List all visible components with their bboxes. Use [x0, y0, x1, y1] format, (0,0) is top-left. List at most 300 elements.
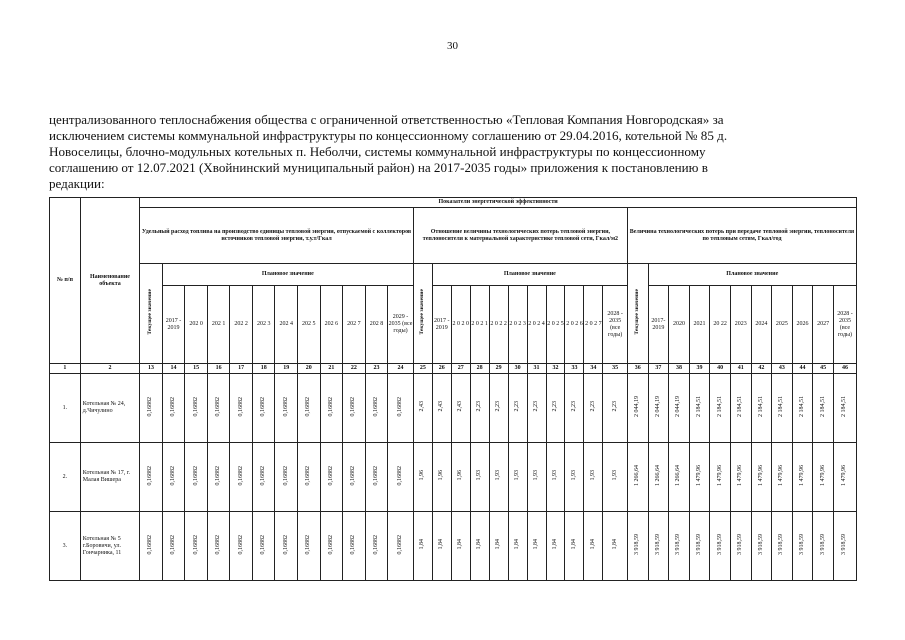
table-cell-value [252, 374, 275, 443]
header-year: 2028 - 2035 (все годы) [603, 286, 628, 364]
table-cell-value [833, 374, 856, 443]
header-year: 2017 - 2019 [432, 286, 451, 364]
column-number: 37 [648, 364, 669, 374]
table-cell-value [343, 443, 366, 512]
cell-value: 1 479,96 [757, 465, 764, 486]
column-number: 24 [388, 364, 414, 374]
header-year: 2026 [792, 286, 813, 364]
cell-value: 0,16882 [237, 534, 244, 555]
table-cell-value [162, 512, 185, 581]
header-year: 2 0 2 3 [508, 286, 527, 364]
cell-value: 1,84 [570, 539, 577, 550]
cell-value: 1,96 [457, 470, 464, 481]
cell-value: 2 184,51 [757, 396, 764, 417]
column-number: 23 [365, 364, 388, 374]
cell-value: 2,23 [514, 401, 521, 412]
table-cell-value [320, 512, 343, 581]
cell-value: 1,84 [589, 539, 596, 550]
table-cell-value [584, 512, 603, 581]
table-cell-value [565, 443, 584, 512]
cell-value: 0,16882 [305, 465, 312, 486]
cell-value: 3 918,59 [757, 534, 764, 555]
header-year: 202 7 [343, 286, 366, 364]
cell-value: 0,16882 [397, 396, 404, 417]
table-cell-value [230, 512, 253, 581]
header-year: 2 0 2 7 [584, 286, 603, 364]
table-cell-value [689, 443, 710, 512]
table-cell-value [546, 443, 565, 512]
current-value-label: Текущее значение [147, 289, 154, 335]
cell-value: 3 918,59 [654, 534, 661, 555]
header-planned-value: Плановое значение [648, 264, 856, 286]
table-cell-value [185, 443, 208, 512]
column-number: 17 [230, 364, 253, 374]
table-cell-value [162, 374, 185, 443]
cell-value: 0,16882 [305, 534, 312, 555]
cell-value: 1 266,64 [675, 465, 682, 486]
table-cell-value [584, 374, 603, 443]
table-cell-value [710, 512, 731, 581]
table-cell-value [648, 512, 669, 581]
column-number: 36 [627, 364, 648, 374]
cell-value: 0,16882 [170, 534, 177, 555]
table-cell-value [833, 443, 856, 512]
cell-value: 1,93 [611, 470, 618, 481]
cell-value: 0,16882 [192, 396, 199, 417]
row-number: 1. [50, 374, 81, 443]
cell-value: 1 479,96 [716, 465, 723, 486]
table-cell-value [813, 512, 834, 581]
cell-value: 2,43 [438, 401, 445, 412]
column-number: 45 [813, 364, 834, 374]
cell-value: 0,16882 [237, 465, 244, 486]
table-cell-value [388, 512, 414, 581]
current-value-label: Текущее значение [419, 289, 426, 335]
table-cell-value [792, 374, 813, 443]
column-number: 38 [669, 364, 690, 374]
table-cell-value [772, 512, 793, 581]
table-cell-value [230, 374, 253, 443]
current-value-label: Текущее значение [634, 289, 641, 335]
table-cell-value [140, 443, 163, 512]
table-cell-value [527, 374, 546, 443]
table-cell-value [140, 374, 163, 443]
cell-value: 2 184,51 [778, 396, 785, 417]
object-name: Котельная № 5 г.Боровичи, ул. Гончарника, 11 [80, 512, 139, 581]
table-row [50, 374, 857, 443]
header-year: 20 22 [710, 286, 731, 364]
table-cell-value [772, 374, 793, 443]
cell-value: 1,93 [495, 470, 502, 481]
cell-value: 0,16882 [260, 465, 267, 486]
header-year: 2 0 2 1 [470, 286, 489, 364]
column-number: 41 [730, 364, 751, 374]
table-cell-value [470, 443, 489, 512]
table-cell-value [162, 443, 185, 512]
column-number: 40 [710, 364, 731, 374]
table-cell-value [772, 443, 793, 512]
table-cell-value [343, 374, 366, 443]
table-cell-value [413, 443, 432, 512]
cell-value: 2 184,51 [737, 396, 744, 417]
cell-value: 0,16882 [327, 396, 334, 417]
cell-value: 3 918,59 [799, 534, 806, 555]
row-number: 2. [50, 443, 81, 512]
cell-value: 1,84 [514, 539, 521, 550]
table-cell-value [603, 443, 628, 512]
cell-value: 2 044,19 [654, 396, 661, 417]
cell-value: 2,23 [533, 401, 540, 412]
table-cell-value [298, 512, 321, 581]
table-cell-value [584, 443, 603, 512]
cell-value: 0,16882 [327, 465, 334, 486]
header-year: 202 4 [275, 286, 298, 364]
header-year: 2027 [813, 286, 834, 364]
cell-value: 1 479,96 [696, 465, 703, 486]
cell-value: 3 918,59 [716, 534, 723, 555]
header-year: 2017-2019 [648, 286, 669, 364]
column-number: 1 [50, 364, 81, 374]
table-cell-value [432, 374, 451, 443]
intro-line: Новоселицы, блочно-модульных котельных п. Неболчи, системы коммунальной инфраструктуры по концессионному [49, 144, 706, 159]
cell-value: 0,16882 [215, 534, 222, 555]
intro-paragraph [49, 112, 857, 192]
table-cell-value [451, 374, 470, 443]
table-cell-value [565, 512, 584, 581]
cell-value: 2 184,51 [716, 396, 723, 417]
table-cell-value [627, 374, 648, 443]
table-cell-value [275, 512, 298, 581]
column-number: 26 [432, 364, 451, 374]
table-cell-value [730, 512, 751, 581]
header-planned-value: Плановое значение [162, 264, 413, 286]
cell-value: 0,16882 [372, 465, 379, 486]
table-cell-value [252, 443, 275, 512]
cell-value: 0,16882 [260, 534, 267, 555]
table-cell-value [365, 443, 388, 512]
cell-value: 2,23 [589, 401, 596, 412]
cell-value: 0,16882 [350, 396, 357, 417]
cell-value: 1 479,96 [841, 465, 848, 486]
table-cell-value [730, 443, 751, 512]
intro-line: редакции: [49, 176, 105, 191]
column-number: 21 [320, 364, 343, 374]
cell-value: 0,16882 [170, 465, 177, 486]
table-cell-value [343, 512, 366, 581]
cell-value: 2,43 [457, 401, 464, 412]
table-cell-value [603, 374, 628, 443]
cell-value: 3 918,59 [841, 534, 848, 555]
cell-value: 1,93 [533, 470, 540, 481]
cell-value: 3 918,59 [634, 534, 641, 555]
table-cell-value [275, 443, 298, 512]
column-number: 31 [527, 364, 546, 374]
cell-value: 1,84 [476, 539, 483, 550]
column-number: 30 [508, 364, 527, 374]
column-number: 44 [792, 364, 813, 374]
cell-value: 0,16882 [372, 534, 379, 555]
cell-value: 1 479,96 [778, 465, 785, 486]
header-year: 202 8 [365, 286, 388, 364]
cell-value: 1 266,64 [654, 465, 661, 486]
table-cell-value [413, 512, 432, 581]
cell-value: 0,16882 [147, 396, 154, 417]
header-year: 2021 [689, 286, 710, 364]
cell-value: 1,93 [476, 470, 483, 481]
header-year: 202 2 [230, 286, 253, 364]
table-cell-value [489, 512, 508, 581]
header-year: 2028 - 2035 (все годы) [833, 286, 856, 364]
cell-value: 1,84 [438, 539, 445, 550]
cell-value: 0,16882 [170, 396, 177, 417]
header-year: 202 5 [298, 286, 321, 364]
table-cell-value [413, 374, 432, 443]
cell-value: 1,84 [495, 539, 502, 550]
column-number: 35 [603, 364, 628, 374]
cell-value: 2 044,19 [634, 396, 641, 417]
table-cell-value [207, 512, 230, 581]
column-number: 32 [546, 364, 565, 374]
table-cell-value [365, 512, 388, 581]
cell-value: 1,96 [438, 470, 445, 481]
column-number: 29 [489, 364, 508, 374]
cell-value: 2,23 [570, 401, 577, 412]
table-cell-value [710, 443, 731, 512]
table-cell-value [508, 374, 527, 443]
cell-value: 2 184,51 [799, 396, 806, 417]
cell-value: 0,16882 [237, 396, 244, 417]
cell-value: 2,23 [476, 401, 483, 412]
header-year: 2025 [772, 286, 793, 364]
header-current-value [140, 264, 163, 364]
table-cell-value [508, 443, 527, 512]
table-cell-value [320, 374, 343, 443]
intro-line: централизованного теплоснабжения общества с ограниченной ответственностью «Тепловая Компания Новгородская» за [49, 112, 724, 127]
cell-value: 0,16882 [215, 465, 222, 486]
column-number: 14 [162, 364, 185, 374]
table-cell-value [388, 443, 414, 512]
cell-value: 1,84 [533, 539, 540, 550]
header-year: 2 0 2 5 [546, 286, 565, 364]
intro-line: соглашению от 12.07.2021 (Хвойнинский муниципальный район) на 2017-2035 годы» приложения к постановлению в [49, 160, 708, 175]
cell-value: 1,84 [457, 539, 464, 550]
table-cell-value [689, 512, 710, 581]
cell-value: 0,16882 [215, 396, 222, 417]
cell-value: 0,16882 [305, 396, 312, 417]
cell-value: 1,84 [611, 539, 618, 550]
table-cell-value [185, 374, 208, 443]
column-number: 43 [772, 364, 793, 374]
column-number: 2 [80, 364, 139, 374]
cell-value: 1,93 [589, 470, 596, 481]
table-cell-value [252, 512, 275, 581]
cell-value: 1,93 [570, 470, 577, 481]
table-cell-value [813, 374, 834, 443]
table-cell-value [432, 443, 451, 512]
table-cell-value [546, 374, 565, 443]
page-number: 30 [447, 40, 458, 52]
header-year: 2 0 2 0 [451, 286, 470, 364]
table-cell-value [833, 512, 856, 581]
header-year: 2 0 2 2 [489, 286, 508, 364]
table-cell-value [451, 443, 470, 512]
header-year: 2 0 2 6 [565, 286, 584, 364]
table-cell-value [669, 374, 690, 443]
object-name: Котельная № 17, г. Малая Вишера [80, 443, 139, 512]
cell-value: 0,16882 [192, 534, 199, 555]
table-cell-value [298, 374, 321, 443]
header-year: 202 6 [320, 286, 343, 364]
table-cell-value [751, 374, 772, 443]
table-cell-value [140, 512, 163, 581]
table-cell-value [230, 443, 253, 512]
table-cell-value [565, 374, 584, 443]
header-year: 2029 - 2035 (все годы) [388, 286, 414, 364]
cell-value: 0,16882 [147, 465, 154, 486]
cell-value: 0,16882 [282, 396, 289, 417]
table-cell-value [648, 443, 669, 512]
cell-value: 1,84 [551, 539, 558, 550]
column-number: 20 [298, 364, 321, 374]
table-cell-value [489, 443, 508, 512]
table-cell-value [207, 443, 230, 512]
cell-value: 1,84 [419, 539, 426, 550]
header-year: 2020 [669, 286, 690, 364]
column-number: 15 [185, 364, 208, 374]
table-cell-value [627, 443, 648, 512]
table-cell-value [669, 512, 690, 581]
column-number: 25 [413, 364, 432, 374]
cell-value: 1 479,96 [799, 465, 806, 486]
cell-value: 1 266,64 [634, 465, 641, 486]
table-cell-value [751, 443, 772, 512]
table-cell-value [792, 443, 813, 512]
cell-value: 3 918,59 [696, 534, 703, 555]
header-efficiency-indicators: Показатели энергетической эффективности [140, 198, 857, 208]
object-name: Котельная № 24, д.Чичулино [80, 374, 139, 443]
table-row [50, 512, 857, 581]
cell-value: 2 184,51 [819, 396, 826, 417]
cell-value: 0,16882 [147, 534, 154, 555]
cell-value: 2,43 [419, 401, 426, 412]
table-cell-value [451, 512, 470, 581]
table-cell-value [388, 374, 414, 443]
cell-value: 0,16882 [397, 534, 404, 555]
cell-value: 0,16882 [397, 465, 404, 486]
cell-value: 0,16882 [282, 534, 289, 555]
table-cell-value [298, 443, 321, 512]
column-number: 18 [252, 364, 275, 374]
table-cell-value [320, 443, 343, 512]
column-number: 13 [140, 364, 163, 374]
cell-value: 0,16882 [350, 534, 357, 555]
header-fuel-consumption: Удельный расход топлива на производство единицы тепловой энергии, отпускаемой с коллекторов источников тепловой энергии, т.у.т/Гкал [140, 208, 414, 264]
cell-value: 2 184,51 [841, 396, 848, 417]
cell-value: 2,23 [551, 401, 558, 412]
column-number: 27 [451, 364, 470, 374]
table-cell-value [669, 443, 690, 512]
cell-value: 3 918,59 [778, 534, 785, 555]
header-year: 202 0 [185, 286, 208, 364]
table-cell-value [710, 374, 731, 443]
table-cell-value [627, 512, 648, 581]
header-year: 2017 - 2019 [162, 286, 185, 364]
cell-value: 1,96 [419, 470, 426, 481]
header-year: 202 1 [207, 286, 230, 364]
cell-value: 0,16882 [192, 465, 199, 486]
table-cell-value [365, 374, 388, 443]
header-year: 2 0 2 4 [527, 286, 546, 364]
cell-value: 2 184,51 [696, 396, 703, 417]
header-row-number: № п/п [50, 198, 81, 364]
table-cell-value [603, 512, 628, 581]
row-number: 3. [50, 512, 81, 581]
cell-value: 1,93 [551, 470, 558, 481]
table-cell-value [432, 512, 451, 581]
header-planned-value: Плановое значение [432, 264, 627, 286]
cell-value: 2,23 [611, 401, 618, 412]
cell-value: 0,16882 [260, 396, 267, 417]
column-number: 34 [584, 364, 603, 374]
cell-value: 3 918,59 [737, 534, 744, 555]
cell-value: 0,16882 [350, 465, 357, 486]
header-year: 202 3 [252, 286, 275, 364]
table-cell-value [527, 512, 546, 581]
table-cell-value [508, 512, 527, 581]
table-cell-value [689, 374, 710, 443]
cell-value: 1 479,96 [819, 465, 826, 486]
table-cell-value [489, 374, 508, 443]
header-tech-losses: Величина технологических потерь при передаче тепловой энергии, теплоносителя по тепловым сетям, Гкал/год [627, 208, 856, 264]
cell-value: 0,16882 [282, 465, 289, 486]
cell-value: 3 918,59 [675, 534, 682, 555]
header-object-name: Наименование объекта [80, 198, 139, 364]
cell-value: 1 479,96 [737, 465, 744, 486]
column-number: 16 [207, 364, 230, 374]
column-number: 33 [565, 364, 584, 374]
table-cell-value [275, 374, 298, 443]
column-number: 39 [689, 364, 710, 374]
cell-value: 0,16882 [372, 396, 379, 417]
table-cell-value [546, 512, 565, 581]
table-cell-value [185, 512, 208, 581]
table-cell-value [648, 374, 669, 443]
cell-value: 3 918,59 [819, 534, 826, 555]
table-cell-value [470, 374, 489, 443]
table-cell-value [527, 443, 546, 512]
column-number: 42 [751, 364, 772, 374]
energy-efficiency-table [49, 197, 857, 581]
column-number: 46 [833, 364, 856, 374]
column-number: 28 [470, 364, 489, 374]
table-cell-value [751, 512, 772, 581]
table-cell-value [470, 512, 489, 581]
header-current-value [627, 264, 648, 364]
table-cell-value [730, 374, 751, 443]
cell-value: 2,23 [495, 401, 502, 412]
cell-value: 1,93 [514, 470, 521, 481]
table-cell-value [792, 512, 813, 581]
cell-value: 2 044,19 [675, 396, 682, 417]
column-number: 19 [275, 364, 298, 374]
column-number: 22 [343, 364, 366, 374]
table-row [50, 443, 857, 512]
header-current-value [413, 264, 432, 364]
cell-value: 0,16882 [327, 534, 334, 555]
intro-line: исключением системы коммунальной инфраструктуры по концессионному соглашению от 29.04.2016, котельной № 85 д. [49, 128, 728, 143]
header-year: 2024 [751, 286, 772, 364]
table-cell-value [207, 374, 230, 443]
